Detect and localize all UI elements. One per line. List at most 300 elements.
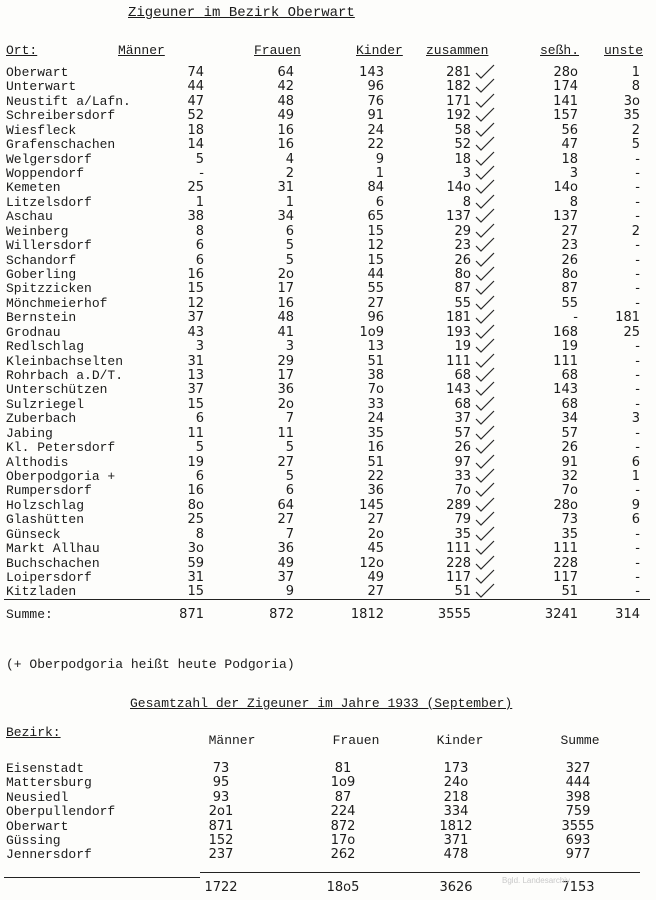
footnote: (+ Oberpodgoria heißt heute Podgoria) — [6, 657, 295, 672]
checkmark-icon — [474, 151, 496, 166]
cell-sesshaft: 18 — [561, 151, 578, 167]
cell-zusammen: 26 — [454, 252, 471, 268]
row-bezirk-name: Neusiedl — [6, 789, 69, 805]
cell-frauen: 29 — [277, 353, 294, 369]
cell-kinder: 1 — [375, 166, 384, 181]
row-ort-name: Bernstein — [6, 310, 77, 326]
row-ort-name: Oberwart — [6, 65, 69, 80]
row-ort-name: Althodis — [6, 454, 69, 470]
cell-maenner: 5 — [195, 440, 204, 456]
checkmark-icon — [474, 324, 496, 339]
cell-zusammen: 111 — [446, 541, 471, 557]
cell-frauen: 64 — [277, 65, 294, 80]
cell-frauen: 3 — [285, 339, 294, 355]
cell-frauen: 1 — [285, 194, 294, 210]
row-ort-name: Aschau — [6, 209, 53, 225]
checkmark-icon — [474, 497, 496, 512]
cell-zusammen: 228 — [446, 555, 471, 571]
cell-sesshaft: 26 — [561, 440, 578, 456]
cell-zusammen: 117 — [446, 570, 471, 586]
checkmark-icon — [474, 569, 496, 584]
cell-kinder: 15 — [367, 252, 384, 268]
col-frauen-header: Frauen — [254, 43, 301, 58]
cell-zusammen: 26 — [454, 440, 471, 456]
cell-kinder: 55 — [367, 281, 384, 297]
cell-maenner: 16 — [187, 483, 204, 499]
cell-kinder: 35 — [367, 425, 384, 441]
checkmark-icon — [474, 540, 496, 555]
cell2-summe: 693 — [565, 833, 591, 848]
checkmark-icon — [474, 136, 496, 151]
cell-maenner: 31 — [187, 353, 204, 369]
cell-frauen: 27 — [277, 454, 294, 470]
cell-sesshaft: 157 — [553, 108, 578, 124]
cell-maenner: 15 — [187, 584, 204, 600]
cell-sesshaft: 19 — [561, 339, 578, 355]
cell-unstet: - — [635, 295, 640, 311]
sum-maenner: 871 — [179, 607, 204, 622]
cell-frauen: 41 — [277, 324, 294, 340]
row-ort-name: Grodnau — [6, 324, 61, 340]
cell-maenner: 16 — [187, 267, 204, 283]
cell-zusammen: 58 — [454, 122, 471, 138]
checkmark-icon — [474, 425, 496, 440]
cell-unstet: 6 — [631, 512, 640, 528]
checkmark-icon — [474, 367, 496, 382]
cell-kinder: 49 — [367, 570, 384, 586]
cell-zusammen: 87 — [454, 281, 471, 297]
cell-sesshaft: 14o — [553, 180, 578, 196]
cell-frauen: 31 — [277, 180, 294, 196]
col-sesshaft-header: seßh. — [540, 43, 580, 58]
col-ort-header: Ort: — [6, 43, 38, 58]
cell-unstet: 6 — [631, 454, 640, 470]
cell-sesshaft: 26 — [561, 252, 578, 268]
cell-frauen: 7 — [285, 526, 294, 542]
total-kinder: 3626 — [439, 880, 473, 895]
row-ort-name: Redlschlag — [6, 339, 85, 355]
cell-unstet: - — [635, 541, 640, 557]
cell-frauen: 64 — [277, 497, 294, 513]
row-bezirk-name: Eisenstadt — [6, 761, 85, 776]
cell-zusammen: 181 — [446, 310, 471, 326]
row-ort-name: Loipersdorf — [6, 570, 92, 586]
cell-sesshaft: 8o — [561, 267, 578, 283]
cell-unstet: 35 — [623, 108, 640, 124]
cell-sesshaft: 141 — [553, 93, 578, 109]
cell-zusammen: 55 — [454, 295, 471, 311]
cell2-kinder: 371 — [443, 833, 469, 848]
checkmark-icon — [474, 526, 496, 541]
cell-frauen: 9 — [285, 584, 294, 600]
cell-zusammen: 51 — [454, 584, 471, 600]
cell-zusammen: 35 — [454, 526, 471, 542]
cell-unstet: 2 — [631, 223, 640, 239]
cell-sesshaft: 27 — [561, 223, 578, 239]
checkmark-icon — [474, 583, 496, 598]
cell-kinder: 16 — [367, 440, 384, 456]
cell-sesshaft: 143 — [553, 382, 578, 398]
cell-frauen: 48 — [277, 93, 294, 109]
archive-stamp: Bgld. Landesarchiv — [502, 876, 571, 885]
cell-frauen: 17 — [277, 281, 294, 297]
sum-frauen: 872 — [269, 607, 294, 622]
sum-separator-line — [4, 599, 650, 600]
cell-maenner: 25 — [187, 512, 204, 528]
cell-zusammen: 57 — [454, 425, 471, 441]
cell-unstet: - — [635, 440, 640, 456]
checkmark-icon — [474, 266, 496, 281]
cell-unstet: - — [635, 382, 640, 398]
sum-sesshaft: 3241 — [544, 607, 578, 622]
cell-frauen: 49 — [277, 108, 294, 124]
cell-zusammen: 193 — [446, 324, 471, 340]
cell2-maenner: 95 — [212, 775, 230, 791]
cell-kinder: 27 — [367, 512, 384, 528]
cell-unstet: - — [635, 570, 640, 586]
cell-frauen: 7 — [285, 411, 294, 427]
cell-frauen: 6 — [285, 223, 294, 239]
cell-frauen: 11 — [277, 425, 294, 441]
cell-unstet: 9 — [631, 497, 640, 513]
cell-frauen: 5 — [285, 440, 294, 456]
cell-zusammen: 8o — [454, 267, 471, 283]
cell-sesshaft: 51 — [561, 584, 578, 600]
cell-kinder: 15 — [367, 223, 384, 239]
checkmark-icon — [474, 93, 496, 108]
cell-kinder: 24 — [367, 122, 384, 138]
row-ort-name: Kl. Petersdorf — [6, 440, 116, 456]
cell2-summe: 444 — [565, 775, 591, 791]
checkmark-icon — [474, 410, 496, 425]
cell-maenner: 31 — [187, 570, 204, 586]
cell-maenner: 8 — [195, 223, 204, 239]
cell-unstet: 25 — [623, 324, 640, 340]
cell-zusammen: 37 — [454, 411, 471, 427]
cell-maenner: 15 — [187, 281, 204, 297]
cell-kinder: 96 — [367, 79, 384, 95]
cell-zusammen: 14o — [446, 180, 471, 196]
cell2-kinder: 218 — [443, 789, 469, 805]
sum-label: Summe: — [6, 607, 53, 622]
cell-maenner: 3o — [187, 541, 204, 557]
cell2-summe: 398 — [565, 789, 591, 805]
cell-zusammen: 111 — [446, 353, 471, 369]
cell-sesshaft: 47 — [561, 137, 578, 153]
checkmark-icon — [474, 381, 496, 396]
cell-unstet: - — [635, 252, 640, 268]
cell-sesshaft: 55 — [561, 295, 578, 311]
checkmark-icon — [474, 309, 496, 324]
cell-sesshaft: 8 — [569, 194, 578, 210]
cell2-frauen: 224 — [330, 804, 356, 820]
cell-unstet: 181 — [615, 310, 640, 326]
cell2-maenner: 237 — [208, 847, 234, 863]
checkmark-icon — [474, 64, 496, 79]
row-ort-name: Unterwart — [6, 79, 77, 95]
cell-kinder: 84 — [367, 180, 384, 196]
checkmark-icon — [474, 223, 496, 238]
cell-kinder: 96 — [367, 310, 384, 326]
cell-sesshaft: 28o — [553, 497, 578, 513]
cell-frauen: 36 — [277, 382, 294, 398]
checkmark-icon — [474, 396, 496, 411]
cell-zusammen: 33 — [454, 469, 471, 485]
cell-unstet: 2 — [631, 122, 640, 138]
row-ort-name: Unterschützen — [6, 382, 108, 398]
row-ort-name: Woppendorf — [6, 166, 85, 181]
cell-maenner: - — [199, 166, 204, 181]
row-ort-name: Willersdorf — [6, 238, 92, 254]
cell-unstet: - — [635, 194, 640, 210]
cell-sesshaft: 57 — [561, 425, 578, 441]
cell-kinder: 143 — [359, 65, 384, 80]
checkmark-icon — [474, 165, 496, 180]
cell-frauen: 2o — [277, 396, 294, 412]
cell-kinder: 145 — [359, 497, 384, 513]
cell-maenner: 14 — [187, 137, 204, 153]
cell-sesshaft: 32 — [561, 469, 578, 485]
cell-maenner: 38 — [187, 209, 204, 225]
cell-kinder: 22 — [367, 137, 384, 153]
cell-maenner: 74 — [187, 65, 204, 80]
cell-unstet: - — [635, 584, 640, 600]
row-ort-name: Neustift a/Lafn. — [6, 93, 131, 109]
checkmark-icon — [474, 295, 496, 310]
cell2-kinder: 334 — [443, 804, 469, 820]
cell-sesshaft: 34 — [561, 411, 578, 427]
cell-maenner: 6 — [195, 238, 204, 254]
cell2-summe: 327 — [565, 761, 591, 776]
col2-maenner-header: Männer — [208, 733, 256, 748]
sum-kinder: 1812 — [350, 607, 384, 622]
cell-sesshaft: 137 — [553, 209, 578, 225]
cell-maenner: 6 — [195, 252, 204, 268]
cell-maenner: 11 — [187, 425, 204, 441]
cell-kinder: 12o — [359, 555, 384, 571]
total-summe: 7153 — [561, 880, 595, 895]
row-ort-name: Glashütten — [6, 512, 85, 528]
cell-maenner: 5 — [195, 151, 204, 167]
row-ort-name: Holzschlag — [6, 497, 85, 513]
cell-zusammen: 68 — [454, 396, 471, 412]
checkmark-icon — [474, 179, 496, 194]
cell-zusammen: 171 — [446, 93, 471, 109]
row-ort-name: Kemeten — [6, 180, 61, 196]
cell-maenner: 37 — [187, 310, 204, 326]
cell-unstet: 8 — [631, 79, 640, 95]
checkmark-icon — [474, 194, 496, 209]
cell-zusammen: 182 — [446, 79, 471, 95]
cell-maenner: 59 — [187, 555, 204, 571]
cell-maenner: 44 — [187, 79, 204, 95]
totals-separator-line-right — [200, 872, 640, 873]
cell-sesshaft: 168 — [553, 324, 578, 340]
cell-frauen: 5 — [285, 238, 294, 254]
cell2-summe: 977 — [565, 847, 591, 863]
checkmark-icon — [474, 482, 496, 497]
cell2-maenner: 73 — [212, 761, 230, 776]
cell-zusammen: 79 — [454, 512, 471, 528]
cell-zusammen: 19 — [454, 339, 471, 355]
cell2-frauen: 81 — [334, 761, 352, 776]
col2-kinder-header: Kinder — [436, 733, 484, 748]
row-bezirk-name: Güssing — [6, 833, 61, 848]
cell-kinder: 51 — [367, 454, 384, 470]
cell-frauen: 27 — [277, 512, 294, 528]
cell2-maenner: 152 — [208, 833, 234, 848]
cell-kinder: 12 — [367, 238, 384, 254]
cell-maenner: 19 — [187, 454, 204, 470]
cell2-maenner: 93 — [212, 789, 230, 805]
cell-maenner: 43 — [187, 324, 204, 340]
cell-unstet: - — [635, 483, 640, 499]
cell-zusammen: 52 — [454, 137, 471, 153]
cell-unstet: 1 — [631, 65, 640, 80]
cell-maenner: 15 — [187, 396, 204, 412]
col-unstet-header: unste — [604, 43, 644, 58]
cell-kinder: 51 — [367, 353, 384, 369]
row-ort-name: Schandorf — [6, 252, 77, 268]
cell-sesshaft: 23 — [561, 238, 578, 254]
cell-kinder: 65 — [367, 209, 384, 225]
cell-sesshaft: 56 — [561, 122, 578, 138]
cell-sesshaft: 35 — [561, 526, 578, 542]
checkmark-icon — [474, 439, 496, 454]
cell-sesshaft: 111 — [553, 353, 578, 369]
cell-unstet: 3o — [623, 93, 640, 109]
cell-unstet: - — [635, 281, 640, 297]
cell-zusammen: 8 — [462, 194, 471, 210]
cell2-frauen: 87 — [334, 789, 352, 805]
cell-maenner: 13 — [187, 368, 204, 384]
cell-zusammen: 281 — [446, 65, 471, 80]
row-ort-name: Rumpersdorf — [6, 483, 92, 499]
row-ort-name: Markt Allhau — [6, 541, 100, 557]
cell-unstet: - — [635, 151, 640, 167]
cell2-kinder: 478 — [443, 847, 469, 863]
page-title: Zigeuner im Bezirk Oberwart — [128, 5, 355, 21]
cell-zusammen: 3 — [462, 166, 471, 181]
cell-maenner: 37 — [187, 382, 204, 398]
cell-kinder: 44 — [367, 267, 384, 283]
cell-unstet: - — [635, 526, 640, 542]
row-ort-name: Sulzriegel — [6, 396, 85, 412]
cell-maenner: 18 — [187, 122, 204, 138]
cell2-kinder: 173 — [443, 761, 469, 776]
cell-unstet: - — [635, 180, 640, 196]
cell-zusammen: 192 — [446, 108, 471, 124]
col-bezirk-header: Bezirk: — [6, 725, 61, 740]
row-ort-name: Weinberg — [6, 223, 69, 239]
cell-zusammen: 137 — [446, 209, 471, 225]
cell-maenner: 47 — [187, 93, 204, 109]
row-ort-name: Schreibersdorf — [6, 108, 116, 124]
col-zusammen-header: zusammen — [426, 43, 489, 58]
row-ort-name: Oberpodgoria + — [6, 469, 116, 485]
cell-maenner: 52 — [187, 108, 204, 124]
cell-frauen: 16 — [277, 137, 294, 153]
cell-sesshaft: 68 — [561, 368, 578, 384]
cell-sesshaft: 87 — [561, 281, 578, 297]
cell-kinder: 45 — [367, 541, 384, 557]
col-kinder-header: Kinder — [356, 43, 403, 58]
cell-unstet: - — [635, 238, 640, 254]
row-ort-name: Buchschachen — [6, 555, 100, 571]
cell-kinder: 33 — [367, 396, 384, 412]
cell-sesshaft: 228 — [553, 555, 578, 571]
cell-zusammen: 29 — [454, 223, 471, 239]
cell-sesshaft: 91 — [561, 454, 578, 470]
total-frauen: 18o5 — [326, 880, 360, 895]
cell-zusammen: 289 — [446, 497, 471, 513]
cell-kinder: 76 — [367, 93, 384, 109]
cell-kinder: 36 — [367, 483, 384, 499]
cell-maenner: 1 — [195, 194, 204, 210]
cell-kinder: 13 — [367, 339, 384, 355]
cell-unstet: - — [635, 209, 640, 225]
checkmark-icon — [474, 252, 496, 267]
sum-zusammen: 3555 — [437, 607, 471, 622]
cell-frauen: 34 — [277, 209, 294, 225]
cell-sesshaft: - — [573, 310, 578, 326]
cell-unstet: - — [635, 166, 640, 181]
cell2-kinder: 1812 — [439, 818, 473, 834]
cell2-maenner: 871 — [208, 818, 234, 834]
cell2-frauen: 872 — [330, 818, 356, 834]
checkmark-icon — [474, 555, 496, 570]
row-ort-name: Mönchmeierhof — [6, 295, 108, 311]
cell-unstet: - — [635, 353, 640, 369]
cell-maenner: 8 — [195, 526, 204, 542]
cell-zusammen: 7o — [454, 483, 471, 499]
cell-kinder: 1o9 — [359, 324, 384, 340]
row-ort-name: Zuberbach — [6, 411, 77, 427]
cell-frauen: 37 — [277, 570, 294, 586]
checkmark-icon — [474, 208, 496, 223]
cell-frauen: 42 — [277, 79, 294, 95]
cell-unstet: - — [635, 339, 640, 355]
cell-maenner: 6 — [195, 411, 204, 427]
cell-sesshaft: 3 — [569, 166, 578, 181]
row-ort-name: Rohrbach a.D/T. — [6, 368, 124, 384]
checkmark-icon — [474, 511, 496, 526]
cell-zusammen: 97 — [454, 454, 471, 470]
cell-kinder: 38 — [367, 368, 384, 384]
cell-kinder: 22 — [367, 469, 384, 485]
cell-frauen: 5 — [285, 469, 294, 485]
cell-kinder: 6 — [375, 194, 384, 210]
cell-unstet: - — [635, 555, 640, 571]
cell-sesshaft: 28o — [553, 65, 578, 80]
total-maenner: 1722 — [204, 880, 238, 895]
cell-zusammen: 23 — [454, 238, 471, 254]
table2-title: Gesamtzahl der Zigeuner im Jahre 1933 (September) — [130, 696, 513, 711]
checkmark-icon — [474, 353, 496, 368]
totals-separator-line — [4, 877, 200, 878]
cell-kinder: 91 — [367, 108, 384, 124]
cell-frauen: 4 — [285, 151, 294, 167]
cell-unstet: 5 — [631, 137, 640, 153]
checkmark-icon — [474, 237, 496, 252]
cell-maenner: 12 — [187, 295, 204, 311]
checkmark-icon — [474, 454, 496, 469]
row-bezirk-name: Oberpullendorf — [6, 804, 116, 820]
cell-frauen: 6 — [285, 483, 294, 499]
row-ort-name: Kitzladen — [6, 584, 77, 600]
row-ort-name: Spitzzicken — [6, 281, 92, 297]
cell-kinder: 24 — [367, 411, 384, 427]
